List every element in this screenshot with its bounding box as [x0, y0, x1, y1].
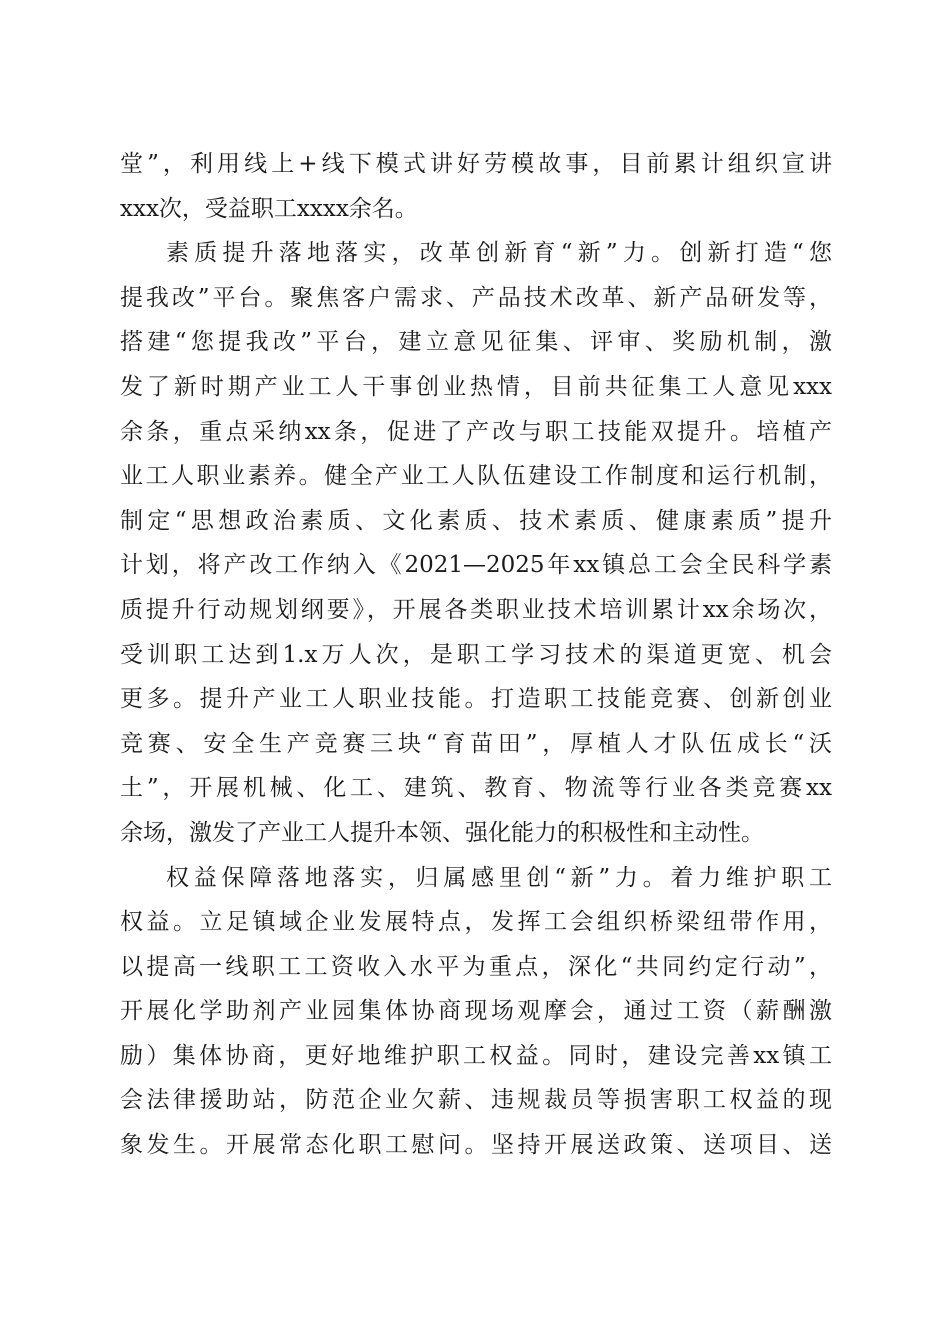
text-line: 权益。立足镇域企业发展特点，发挥工会组织桥梁纽带作用， — [120, 909, 832, 936]
paragraph-start-line: 素质提升落地落实，改革创新育“新”力。创新打造“您 — [166, 240, 832, 267]
text-line: 制定“思想政治素质、文化素质、技术素质、健康素质”提升 — [120, 507, 832, 534]
text-line: 提我改”平台。聚焦客户需求、产品技术改革、新产品研发等， — [120, 284, 832, 311]
text-line: 以提高一线职工工资收入水平为重点，深化“共同约定行动”， — [120, 953, 832, 980]
paragraph-start-line: 权益保障落地落实，归属感里创“新”力。着力维护职工 — [166, 864, 832, 891]
text-line: 受训职工达到1.x万人次，是职工学习技术的渠道更宽、机会 — [120, 641, 832, 668]
body-text — [120, 142, 832, 1168]
text-line: 质提升行动规划纲要》，开展各类职业技术培训累计xx余场次， — [120, 596, 832, 623]
text-line: xxx次，受益职工xxxx余名。 — [120, 195, 418, 222]
text-line: 余场，激发了产业工人提升本领、强化能力的积极性和主动性。 — [120, 819, 764, 846]
text-line: 竞赛、安全生产竞赛三块“育苗田”，厚植人才队伍成长“沃 — [120, 730, 832, 757]
text-line: 余条，重点采纳xx条，促进了产改与职工技能双提升。培植产 — [120, 418, 832, 445]
text-line: 搭建“您提我改”平台，建立意见征集、评审、奖励机制，激 — [120, 329, 832, 356]
text-line: 计划，将产改工作纳入《2021—2025年xx镇总工会全民科学素 — [120, 552, 832, 579]
text-line: 象发生。开展常态化职工慰问。坚持开展送政策、送项目、送 — [120, 1132, 832, 1159]
text-line: 更多。提升产业工人职业技能。打造职工技能竞赛、创新创业 — [120, 686, 832, 713]
text-line: 发了新时期产业工人干事创业热情，目前共征集工人意见xxx — [120, 373, 832, 400]
text-line: 业工人职业素养。健全产业工人队伍建设工作制度和运行机制， — [120, 463, 832, 490]
text-line: 堂”，利用线上+线下模式讲好劳模故事，目前累计组织宣讲 — [120, 151, 832, 177]
text-line: 会法律援助站，防范企业欠薪、违规裁员等损害职工权益的现 — [120, 1087, 832, 1114]
text-line: 励）集体协商，更好地维护职工权益。同时，建设完善xx镇工 — [120, 1042, 832, 1069]
text-line: 土”，开展机械、化工、建筑、教育、物流等行业各类竞赛xx — [120, 775, 832, 802]
text-line: 开展化学助剂产业园集体协商现场观摩会，通过工资（薪酬激 — [120, 998, 832, 1025]
